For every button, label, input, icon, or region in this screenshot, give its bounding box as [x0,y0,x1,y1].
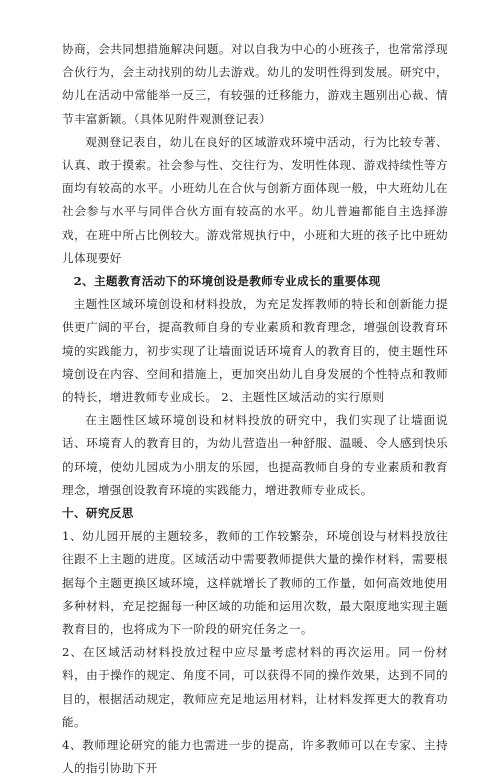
reflection-item-2: 2、在区域活动材料投放过程中应尽量考虑材料的再次运用。同一份材料，由于操作的规定、角度不同，可以获得不同的操作效果，达到不同的目的，根据活动规定，教师应充足地运用材料，让材料发挥更大的教育功能。 [62,645,448,729]
paragraph-observation: 观测登记表自，幼儿在良好的区域游戏环境中活动，行为比较专著、认真、敢于摸索。社会参与性、交往行为、发明性体现、游戏持续性等方面均有较高的水平。小班幼儿在合伙与创新方面体现一般，中大班幼儿在社会参与水平与同伴合伙方面有较高的水平。幼儿普遍都能自主选择游戏，在班中所占比例较大。游戏常规执行中，小班和大班的孩子比中班幼儿体现要好 [62,134,448,265]
paragraph-cooperation: 协商，会共同想措施解决问题。对以自我为中心的小班孩子，也常常浮现合伙行为，会主动找别的幼儿去游戏。幼儿的发明性得到发展。研究中，幼儿在活动中常能举一反三，有较强的迁移能力，游戏主题别出心裁、情节丰富新颖。（具体见附件观测登记表） [62,42,448,126]
section-heading-teacher-growth: 2、主题教育活动下的环境创设是教师专业成长的重要体现 [73,274,381,289]
section-heading-reflection: 十、研究反思 [62,506,134,521]
document-page [62,38,448,781]
reflection-item-1: 1、幼儿园开展的主题较多，教师的工作较繁杂，环境创设与材料投放往往跟不上主题的进度。区域活动中需要教师提供大量的操作材料，需要根据每个主题更换区域环境，这样就增长了教师的工作量，如何高效地使用多种材料，充足挖掘每一种区域的功能和运用次数，最大限度地实现主题教育目的，也将成为下一阶段的研究任务之一。 [62,529,448,637]
paragraph-implementation: 在主题性区域环境创设和材料投放的研究中，我们实现了让墙面说话、环境育人的教育目的，为幼儿营造出一种舒服、温暖、令人感到快乐的环境，使幼儿园成为小朋友的乐园，也提高教师自身的专业素质和教育理念，增强创设教育环境的实践能力，增进教师专业成长。 [62,413,448,497]
paragraph-theme-environment: 主题性区域环境创设和材料投放，为充足发挥教师的特长和创新能力提供更广阔的平台，提高教师自身的专业素质和教育理念，增强创设教育环境的实践能力，初步实现了让墙面说话环境育人的教育目的，使主题性环境创设在内容、空间和措施上，更加突出幼儿自身发展的个性特点和教师的特长，增进教师专业成长。 2、主题性区域活动的实行原则 [62,297,448,405]
reflection-item-4: 4、教师理论研究的能力也需进一步的提高，许多教师可以在专家、主持人的指引协助下开 [62,738,448,776]
